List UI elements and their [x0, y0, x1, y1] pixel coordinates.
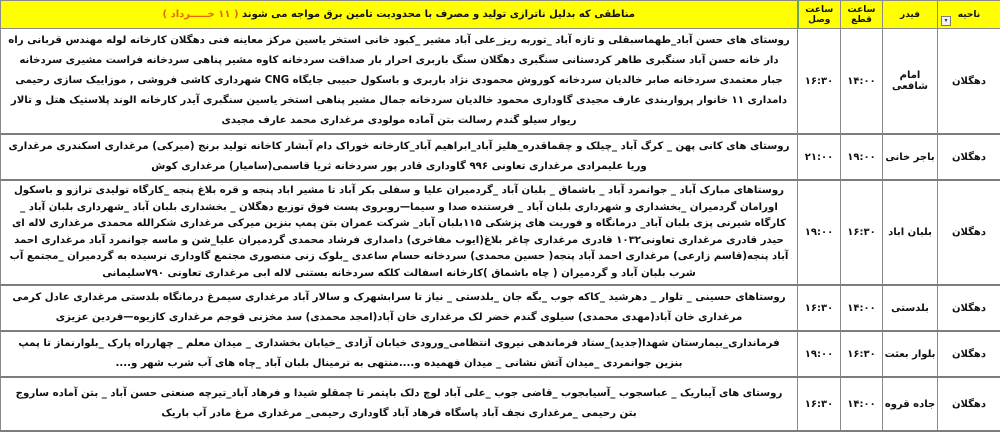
region-cell: دهگلان [938, 331, 1000, 377]
column-header-region[interactable] [938, 1, 1000, 29]
column-header-cut-time: ساعت قطع [841, 1, 883, 29]
table-row [1, 331, 1000, 377]
connect-time-cell[interactable]: ۲۱:۰۰ [798, 134, 841, 180]
region-cell: دهگلان [938, 377, 1000, 431]
table-header [1, 1, 1000, 29]
feeder-cell: بلوار بعثت [883, 331, 938, 377]
feeder-cell: جاده قروه [883, 377, 938, 431]
table-row [1, 285, 1000, 331]
connect-time-cell: ۱۹:۰۰ [798, 331, 841, 377]
affected-areas-cell: روستاهای حسینی _ تلوار _ دهرشید _کاکه جوب _بگه جان _بلدستی _ نیاز تا سرابشهرک و سالار آباد مرغداری سیمرغ درمانگاه بلدستی مرغداری عادل کرمی مرغداری خان آباد(مهدی محمدی) سیلوی گندم خضر لک مرغداری خان آباد(امجد محمدی) سد مخزنی قوجم مرغداری کازیوه—فردین عزیزی [1, 285, 798, 331]
affected-areas-cell: روستاهای مبارک آباد _ جوانمرد آباد _ باشماق _ بلبان آباد _گردمیران علیا و سفلی بکر آباد تا مشیر اباد پنجه و قره بلاغ پنجه _کارگاه تولیدی ترازو و باسکول اورامان گردمیران _بخشداری و شهرداری بلبان آباد _ فرستنده صدا و سیما—روبروی پست فوق توزیع دهگلان _ بخشداری بلبان آباد _شهرداری بلبان آباد _ کارگاه شیرنی پزی بلبان آباد_ درمانگاه و فوریت های پزشکی ۱۱۵بلبان آباد_ شرکت عمران بتن پمپ بنزین میرکی مرغداری شکرالله محمدی مرغداری لاله ای حیدر قادری مرغداری تعاونی۱۰۳۲ قادری مرغداری چاغر بلاغ(ایوب مفاخری) دامداری فرشاد محمدی گردمیران علیا_شن و ماسه جوانمرد آباد مرغداری احمد آباد پنجه(قاسم زارعی) مرغداری احمد آباد پنجه( حسین محمدی) سردخانه حسام ساعدی _بلوک زنی منصوری مجتمع گاوداری نرسیده به گردمیران _مجتمع آب شرب بلبان آباد و گردمیران ( چاه باشماق )کارخانه اسفالت کلکه سردخانه بستنی لاله ابی مرغداری تعاونی ۷۹۰سلیمانی [1, 180, 798, 285]
feeder-cell: امام شافعی [883, 29, 938, 135]
cut-time-cell: ۱۴:۰۰ [841, 285, 883, 331]
cut-time-cell: ۱۴:۰۰ [841, 377, 883, 431]
affected-areas-cell: فرمانداری_بیمارستان شهدا(جدید)_ستاد فرماندهی نیروی انتظامی_ورودی خیابان آزادی _خیابان بخشداری _ میدان معلم _ چهارراه پارک _بلوارنماز تا پمپ بنزین جوانمردی _میدان آتش نشانی _ میدان فهمیده و....منتهی به ترمینال بلبان آباد _چاه های آب شرب شهر و.... [1, 331, 798, 377]
table-row [1, 29, 1000, 135]
column-header-feeder: فیدر [883, 1, 938, 29]
feeder-cell: باجر خانی [883, 134, 938, 180]
feeder-cell: بلبان اباد [883, 180, 938, 285]
connect-time-cell: ۱۶:۳۰ [798, 285, 841, 331]
cut-time-cell: ۱۴:۰۰ [841, 29, 883, 135]
connect-time-cell: ۱۶:۳۰ [798, 377, 841, 431]
table-title-date: ( ۱۱ خـــــرداد ) [163, 9, 239, 20]
table-title [1, 1, 798, 29]
cut-time-cell: ۱۶:۳۰ [841, 331, 883, 377]
table-row [1, 134, 1000, 180]
region-cell: دهگلان [938, 285, 1000, 331]
region-cell: دهگلان [938, 180, 1000, 285]
feeder-cell: بلدستی [883, 285, 938, 331]
header-row [1, 1, 1000, 29]
table-body [1, 29, 1000, 432]
region-cell: دهگلان [938, 29, 1000, 135]
region-cell: دهگلان [938, 134, 1000, 180]
column-header-region-label: ناحیه [958, 10, 980, 20]
cut-time-cell: ۱۹:۰۰ [841, 134, 883, 180]
cut-time-cell: ۱۶:۳۰ [841, 180, 883, 285]
table-title-main: مناطقی که بدلیل ناترازی تولید و مصرف با محدودیت تامین برق مواجه می شوند [242, 9, 635, 20]
connect-time-cell: ۱۹:۰۰ [798, 180, 841, 285]
filter-dropdown-icon[interactable]: ▾ [941, 16, 951, 26]
affected-areas-cell: روستای های کانی پهن _ کرگ آباد _چیلک و چقماقدره_هلیز آباد_ابراهیم آباد_کارخانه خوراک دام آبشار کاخانه تولید برنج (میرکی) مرغداری اسکندری مرغداری وریا علیمرادی مرغداری تعاونی ۹۹۶ گاوداری قادر پور سردخانه ثریا قاسمی(سامیار) مرغداری کوش [1, 134, 798, 180]
table-row [1, 377, 1000, 431]
column-header-connect-time: ساعت وصل [798, 1, 841, 29]
affected-areas-cell: روستای های حسن آباد_طهماسبقلی و تازه آباد _توربه ریز_علی آباد مشیر _کبود خانی استخر یاسین مرکز معاینه فنی دهگلان کارخانه لوله مهندس قربانی راه دار خانه حسن آباد سنگبری طاهر کردستانی سنگبری دهگلان سنگ باربری احرار بار صداقت سردخانه کاوه مشیر پناهی سردخانه فراست مشیری سردخانه جبار معتمدی سردخانه صابر خالدیان سردخانه کوروش محمودی نژاد باربری و باسکول حبیبی جایگاه CNG شهرداری کاشی فروشی , موزاییک سازی رحیمی دامداری ۱۱ خانوار پرواربندی عارف مجیدی گاوداری محمود خالدیان سردخانه جمال مشیر پناهی استخر یاسین سنگبری آیدر کارخانه الوند پلاستیک هتل و تالار ریوار سیلو گندم رسالت بتن آماده مولودی مرغداری محمد عارف مجیدی [1, 29, 798, 135]
affected-areas-cell: روستای های آیباریک _ عباسجوب _آسیابجوب _قاضی جوب _علی آباد لوچ دلک باپتمر تا چمقلو شیدا و فرهاد آباد_تیرچه صنعتی حسن آباد _ بتن آماده ساروج بتن رحیمی _مرغداری نجف آباد پاسگاه فرهاد آباد گاوداری رحیمی_ مرغداری مرغ مادر آب باریک [1, 377, 798, 431]
connect-time-cell: ۱۶:۳۰ [798, 29, 841, 135]
table-row [1, 180, 1000, 285]
